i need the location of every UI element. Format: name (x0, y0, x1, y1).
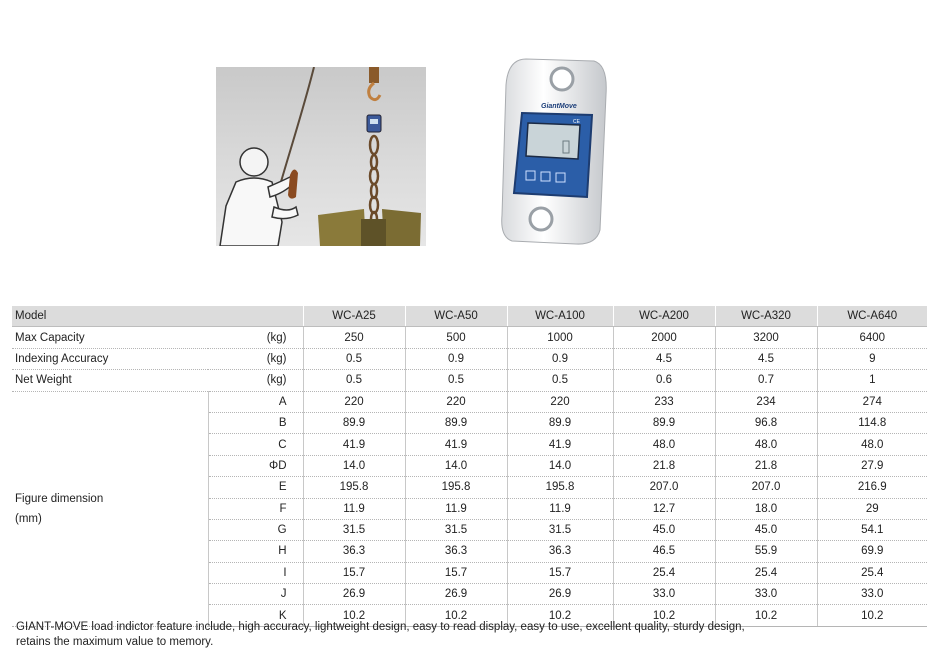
table-row (12, 370, 927, 391)
dimension-value: 233 (613, 391, 715, 412)
dimension-value: 41.9 (507, 434, 613, 455)
dimension-value: 45.0 (613, 519, 715, 540)
spec-value: 1 (817, 370, 927, 391)
spec-label: Net Weight (12, 370, 208, 391)
dimension-value: 11.9 (303, 498, 405, 519)
spec-value: 0.6 (613, 370, 715, 391)
dimension-key: E (208, 477, 303, 498)
dimension-value: 195.8 (507, 477, 613, 498)
spec-value: 9 (817, 348, 927, 369)
dimension-value: 29 (817, 498, 927, 519)
dimension-value: 48.0 (613, 434, 715, 455)
dimension-key: H (208, 541, 303, 562)
dimension-value: 25.4 (817, 562, 927, 583)
table-row (12, 348, 927, 369)
dimension-value: 14.0 (405, 455, 507, 476)
dimension-value: 14.0 (507, 455, 613, 476)
spec-value: 4.5 (715, 348, 817, 369)
spec-value: 0.5 (405, 370, 507, 391)
dimension-value: 195.8 (405, 477, 507, 498)
dimension-key: A (208, 391, 303, 412)
dimension-value: 18.0 (715, 498, 817, 519)
spec-value: 500 (405, 327, 507, 348)
dimension-key: ΦD (208, 455, 303, 476)
specification-table (12, 306, 927, 627)
dimension-value: 11.9 (405, 498, 507, 519)
dimension-label-line: Figure dimension (15, 492, 104, 505)
dimension-value: 55.9 (715, 541, 817, 562)
dimension-value: 26.9 (303, 584, 405, 605)
spec-value: 0.5 (303, 370, 405, 391)
dimension-value: 54.1 (817, 519, 927, 540)
dimension-value: 89.9 (507, 412, 613, 433)
dimension-value: 10.2 (817, 605, 927, 626)
model-name: WC-A640 (817, 306, 927, 327)
dimension-value: 36.3 (507, 541, 613, 562)
spec-value: 1000 (507, 327, 613, 348)
dimension-value: 96.8 (715, 412, 817, 433)
dimension-value: 89.9 (405, 412, 507, 433)
dimension-value: 14.0 (303, 455, 405, 476)
dimension-value: 207.0 (715, 477, 817, 498)
dimension-value: 89.9 (303, 412, 405, 433)
model-header: Model (12, 306, 303, 327)
dimension-key: F (208, 498, 303, 519)
dimension-value: 25.4 (715, 562, 817, 583)
dimension-value: 10.2 (303, 605, 405, 626)
table-row (12, 327, 927, 348)
spec-value: 0.9 (507, 348, 613, 369)
model-name: WC-A50 (405, 306, 507, 327)
spec-unit: (kg) (208, 348, 303, 369)
dimension-value: 234 (715, 391, 817, 412)
dimension-value: 31.5 (405, 519, 507, 540)
spec-value: 2000 (613, 327, 715, 348)
dimension-value: 36.3 (405, 541, 507, 562)
dimension-value: 48.0 (715, 434, 817, 455)
dimension-value: 195.8 (303, 477, 405, 498)
spec-value: 0.5 (507, 370, 613, 391)
dimension-value: 89.9 (613, 412, 715, 433)
dimension-value: 31.5 (507, 519, 613, 540)
dimension-value: 220 (507, 391, 613, 412)
table-row (12, 391, 927, 412)
spec-unit: (kg) (208, 327, 303, 348)
brand-logo: GiantMove (541, 103, 577, 110)
dimension-value: 48.0 (817, 434, 927, 455)
svg-text:CE: CE (573, 119, 580, 125)
dimension-value: 15.7 (303, 562, 405, 583)
feature-footnote (16, 620, 916, 649)
dimension-value: 41.9 (303, 434, 405, 455)
model-name: WC-A25 (303, 306, 405, 327)
dimension-value: 33.0 (613, 584, 715, 605)
dimension-value: 12.7 (613, 498, 715, 519)
dimension-key: C (208, 434, 303, 455)
footnote-line: retains the maximum value to memory. (16, 635, 214, 648)
table-body (12, 327, 927, 626)
dimension-value: 10.2 (507, 605, 613, 626)
dimension-value: 11.9 (507, 498, 613, 519)
dimension-value: 41.9 (405, 434, 507, 455)
spec-value: 6400 (817, 327, 927, 348)
spec-value: 4.5 (613, 348, 715, 369)
footnote-line: GIANT-MOVE load indictor feature include, high accuracy, lightweight design, easy to read display, easy to use, excellent quality, sturdy design, (16, 621, 745, 633)
dimension-value: 207.0 (613, 477, 715, 498)
dimension-value: 15.7 (507, 562, 613, 583)
dimension-group-label (12, 391, 208, 626)
model-name: WC-A320 (715, 306, 817, 327)
dimension-value: 10.2 (613, 605, 715, 626)
model-name: WC-A200 (613, 306, 715, 327)
dimension-value: 10.2 (715, 605, 817, 626)
dimension-value: 216.9 (817, 477, 927, 498)
table-header-row (12, 306, 927, 327)
dimension-value: 220 (405, 391, 507, 412)
dimension-value: 10.2 (405, 605, 507, 626)
model-name: WC-A100 (507, 306, 613, 327)
dimension-value: 69.9 (817, 541, 927, 562)
dimension-key: B (208, 412, 303, 433)
load-indicator-product-image (496, 55, 614, 247)
dimension-key: G (208, 519, 303, 540)
dimension-value: 15.7 (405, 562, 507, 583)
dimension-key: I (208, 562, 303, 583)
dimension-value: 26.9 (405, 584, 507, 605)
spec-value: 0.9 (405, 348, 507, 369)
dimension-value: 31.5 (303, 519, 405, 540)
dimension-key: J (208, 584, 303, 605)
dimension-value: 220 (303, 391, 405, 412)
spec-label: Indexing Accuracy (12, 348, 208, 369)
spec-unit: (kg) (208, 370, 303, 391)
spec-value: 0.5 (303, 348, 405, 369)
dimension-value: 27.9 (817, 455, 927, 476)
spec-value: 0.7 (715, 370, 817, 391)
dimension-value: 274 (817, 391, 927, 412)
dimension-value: 26.9 (507, 584, 613, 605)
dimension-value: 33.0 (715, 584, 817, 605)
dimension-value: 33.0 (817, 584, 927, 605)
spec-value: 250 (303, 327, 405, 348)
usage-illustration (216, 67, 426, 246)
dimension-value: 45.0 (715, 519, 817, 540)
dimension-value: 46.5 (613, 541, 715, 562)
dimension-key: K (208, 605, 303, 626)
dimension-value: 25.4 (613, 562, 715, 583)
dimension-value: 114.8 (817, 412, 927, 433)
spec-value: 3200 (715, 327, 817, 348)
dimension-value: 21.8 (613, 455, 715, 476)
dimension-value: 21.8 (715, 455, 817, 476)
dimension-value: 36.3 (303, 541, 405, 562)
spec-label: Max Capacity (12, 327, 208, 348)
dimension-label-line: (mm) (15, 512, 42, 525)
